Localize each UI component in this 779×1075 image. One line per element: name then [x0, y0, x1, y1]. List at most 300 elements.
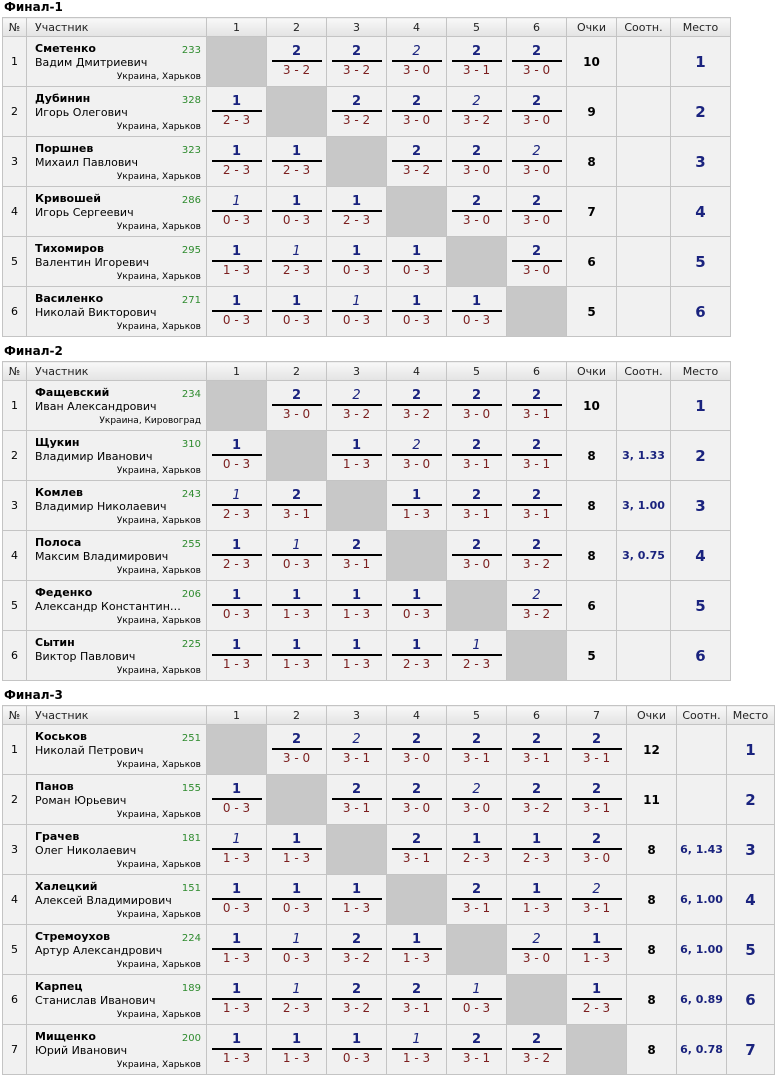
place-value: 6 — [671, 631, 731, 681]
total-points: 8 — [567, 481, 617, 531]
match-result-cell — [207, 287, 267, 337]
match-result-cell — [567, 775, 627, 825]
participant-cell[interactable] — [27, 37, 207, 87]
header-opponent-3: 3 — [327, 18, 387, 37]
group-title: Финал-3 — [4, 688, 63, 702]
table-row — [3, 975, 775, 1025]
place-value: 6 — [671, 287, 731, 337]
table-row — [3, 187, 731, 237]
match-result-cell — [207, 237, 267, 287]
match-points: 1 — [411, 638, 422, 653]
match-score: 3 - 2 — [282, 63, 311, 77]
results-table — [2, 361, 731, 681]
match-points: 1 — [351, 882, 362, 897]
match-result-cell — [327, 775, 387, 825]
total-points: 6 — [567, 237, 617, 287]
participant-cell[interactable] — [27, 531, 207, 581]
match-points: 2 — [531, 438, 542, 453]
match-points: 1 — [351, 244, 362, 259]
row-number: 2 — [3, 431, 27, 481]
header-opponent-1: 1 — [207, 18, 267, 37]
match-result-cell — [207, 1025, 267, 1075]
match-result-cell — [207, 825, 267, 875]
header-participant: Участник — [27, 362, 207, 381]
participant-cell[interactable] — [27, 87, 207, 137]
match-result-cell — [387, 775, 447, 825]
match-score: 3 - 0 — [402, 113, 431, 127]
diagonal-cell — [507, 975, 567, 1025]
match-points: 2 — [531, 732, 542, 747]
match-result-cell — [327, 875, 387, 925]
match-score: 1 - 3 — [282, 1051, 311, 1065]
match-score: 3 - 2 — [402, 163, 431, 177]
diagonal-cell — [327, 481, 387, 531]
diagonal-cell — [447, 581, 507, 631]
player-surname[interactable]: Комлев — [35, 486, 84, 499]
participant-cell[interactable] — [27, 775, 207, 825]
match-points: 1 — [292, 244, 301, 259]
match-result-cell — [447, 431, 507, 481]
match-result-cell — [387, 381, 447, 431]
player-first-name: Николай Викторович — [35, 306, 157, 319]
match-points: 1 — [231, 244, 242, 259]
match-points: 2 — [471, 882, 482, 897]
match-score: 3 - 2 — [522, 1051, 551, 1065]
match-score: 3 - 2 — [342, 407, 371, 421]
player-city: Украина, Харьков — [116, 1010, 201, 1020]
row-number: 1 — [3, 725, 27, 775]
match-score: 0 - 3 — [222, 213, 251, 227]
player-first-name: Иван Александрович — [35, 400, 157, 413]
header-opponent-5: 5 — [447, 18, 507, 37]
player-surname[interactable]: Мищенко — [35, 1030, 96, 1043]
player-first-name: Игорь Олегович — [35, 106, 128, 119]
match-score: 3 - 0 — [522, 213, 551, 227]
match-result-cell — [267, 581, 327, 631]
diagonal-cell — [387, 875, 447, 925]
diagonal-cell — [207, 37, 267, 87]
match-points: 2 — [531, 44, 542, 59]
player-surname[interactable]: Сметенко — [35, 42, 96, 55]
match-points: 2 — [532, 932, 541, 947]
player-surname[interactable]: Халецкий — [35, 880, 98, 893]
match-result-cell — [387, 137, 447, 187]
match-points: 2 — [411, 732, 422, 747]
match-score: 1 - 3 — [222, 851, 251, 865]
player-surname[interactable]: Дубинин — [35, 92, 91, 105]
player-surname[interactable]: Коськов — [35, 730, 88, 743]
player-surname[interactable]: Тихомиров — [35, 242, 104, 255]
player-surname[interactable]: Кривошей — [35, 192, 101, 205]
player-city: Украина, Харьков — [116, 222, 201, 232]
match-score: 3 - 1 — [522, 507, 551, 521]
match-result-cell — [447, 875, 507, 925]
match-points: 2 — [472, 782, 481, 797]
match-result-cell — [267, 481, 327, 531]
place-value: 5 — [671, 237, 731, 287]
participant-cell[interactable] — [27, 287, 207, 337]
match-points: 2 — [531, 94, 542, 109]
match-score: 3 - 0 — [462, 557, 491, 571]
match-score: 3 - 1 — [462, 457, 491, 471]
ratio-value: 6, 1.43 — [677, 825, 727, 875]
match-result-cell — [447, 631, 507, 681]
player-rating: 310 — [181, 439, 201, 450]
header-opponent-4: 4 — [387, 18, 447, 37]
player-city: Украина, Харьков — [116, 910, 201, 920]
match-result-cell — [387, 725, 447, 775]
total-points: 12 — [627, 725, 677, 775]
match-points: 1 — [291, 294, 302, 309]
row-number: 6 — [3, 631, 27, 681]
match-score: 2 - 3 — [462, 851, 491, 865]
header-no: № — [3, 362, 27, 381]
player-first-name: Михаил Павлович — [35, 156, 138, 169]
player-rating: 243 — [181, 489, 201, 500]
player-surname[interactable]: Фащевский — [35, 386, 110, 399]
match-points: 1 — [411, 244, 422, 259]
player-city: Украина, Харьков — [116, 616, 201, 626]
header-opponent-4: 4 — [387, 362, 447, 381]
ratio-value: 3, 1.33 — [617, 431, 671, 481]
participant-cell[interactable] — [27, 875, 207, 925]
match-result-cell — [387, 581, 447, 631]
match-score: 3 - 0 — [582, 851, 611, 865]
match-score: 1 - 3 — [342, 457, 371, 471]
header-points: Очки — [567, 18, 617, 37]
match-points: 2 — [351, 538, 362, 553]
match-result-cell — [267, 187, 327, 237]
match-score: 3 - 2 — [342, 951, 371, 965]
match-result-cell — [267, 825, 327, 875]
header-points: Очки — [627, 706, 677, 725]
match-score: 1 - 3 — [582, 951, 611, 965]
match-score: 3 - 2 — [342, 1001, 371, 1015]
match-points: 2 — [532, 588, 541, 603]
player-city: Украина, Харьков — [116, 272, 201, 282]
match-points: 2 — [411, 782, 422, 797]
match-points: 1 — [231, 588, 242, 603]
match-points: 2 — [471, 538, 482, 553]
player-city: Украина, Харьков — [116, 760, 201, 770]
match-score: 2 - 3 — [522, 851, 551, 865]
match-result-cell — [207, 481, 267, 531]
match-points: 1 — [231, 982, 242, 997]
player-surname[interactable]: Стремоухов — [35, 930, 111, 943]
header-participant: Участник — [27, 706, 207, 725]
player-rating: 206 — [181, 589, 201, 600]
match-points: 1 — [232, 488, 241, 503]
group-final-1 — [0, 0, 731, 337]
player-first-name: Николай Петрович — [35, 744, 144, 757]
table-row — [3, 381, 731, 431]
match-result-cell — [507, 237, 567, 287]
table-row — [3, 825, 775, 875]
diagonal-cell — [267, 775, 327, 825]
match-score: 2 - 3 — [462, 657, 491, 671]
participant-cell[interactable] — [27, 381, 207, 431]
match-points: 1 — [411, 588, 422, 603]
participant-cell[interactable] — [27, 481, 207, 531]
match-points: 1 — [291, 144, 302, 159]
match-result-cell — [267, 1025, 327, 1075]
ratio-value: 6, 1.00 — [677, 925, 727, 975]
match-score: 1 - 3 — [222, 263, 251, 277]
header-opponent-4: 4 — [387, 706, 447, 725]
match-points: 2 — [471, 388, 482, 403]
row-number: 4 — [3, 875, 27, 925]
ratio-value: 3, 0.75 — [617, 531, 671, 581]
ratio-value — [617, 37, 671, 87]
match-points: 1 — [411, 488, 422, 503]
match-points: 2 — [471, 44, 482, 59]
match-score: 3 - 0 — [522, 63, 551, 77]
match-result-cell — [327, 1025, 387, 1075]
match-points: 1 — [472, 982, 481, 997]
match-score: 0 - 3 — [402, 607, 431, 621]
match-points: 2 — [531, 488, 542, 503]
participant-cell[interactable] — [27, 725, 207, 775]
table-row — [3, 137, 731, 187]
player-city: Украина, Харьков — [116, 466, 201, 476]
player-first-name: Роман Юрьевич — [35, 794, 127, 807]
participant-cell[interactable] — [27, 825, 207, 875]
header-place: Место — [671, 18, 731, 37]
header-opponent-3: 3 — [327, 706, 387, 725]
row-number: 4 — [3, 531, 27, 581]
ratio-value — [617, 237, 671, 287]
player-surname[interactable]: Василенко — [35, 292, 104, 305]
header-place: Место — [727, 706, 775, 725]
row-number: 1 — [3, 37, 27, 87]
player-surname[interactable]: Панов — [35, 780, 74, 793]
match-result-cell — [447, 287, 507, 337]
match-points: 2 — [591, 732, 602, 747]
match-result-cell — [507, 431, 567, 481]
place-value: 3 — [671, 137, 731, 187]
player-rating: 189 — [181, 983, 201, 994]
match-score: 1 - 3 — [402, 951, 431, 965]
match-score: 0 - 3 — [342, 263, 371, 277]
place-value: 2 — [671, 431, 731, 481]
match-points: 2 — [411, 832, 422, 847]
match-points: 1 — [351, 1032, 362, 1047]
place-value: 1 — [671, 381, 731, 431]
match-points: 2 — [531, 1032, 542, 1047]
diagonal-cell — [207, 725, 267, 775]
header-opponent-1: 1 — [207, 362, 267, 381]
match-points: 2 — [531, 538, 542, 553]
match-score: 2 - 3 — [582, 1001, 611, 1015]
total-points: 8 — [627, 925, 677, 975]
match-result-cell — [327, 925, 387, 975]
table-row — [3, 237, 731, 287]
match-result-cell — [207, 631, 267, 681]
match-result-cell — [327, 187, 387, 237]
match-score: 3 - 2 — [522, 557, 551, 571]
results-table — [2, 705, 775, 1075]
header-no: № — [3, 706, 27, 725]
table-row — [3, 287, 731, 337]
match-score: 1 - 3 — [402, 507, 431, 521]
match-result-cell — [207, 87, 267, 137]
match-score: 3 - 1 — [522, 407, 551, 421]
match-score: 3 - 1 — [522, 751, 551, 765]
player-surname[interactable]: Сытин — [35, 636, 75, 649]
match-score: 3 - 1 — [522, 457, 551, 471]
match-result-cell — [267, 925, 327, 975]
match-result-cell — [567, 925, 627, 975]
player-surname[interactable]: Феденко — [35, 586, 93, 599]
total-points: 8 — [627, 975, 677, 1025]
player-city: Украина, Харьков — [116, 1060, 201, 1070]
match-points: 2 — [351, 782, 362, 797]
header-opponent-7: 7 — [567, 706, 627, 725]
player-city: Украина, Харьков — [116, 666, 201, 676]
player-rating: 181 — [181, 833, 201, 844]
participant-cell[interactable] — [27, 925, 207, 975]
table-row — [3, 925, 775, 975]
match-result-cell — [207, 431, 267, 481]
ratio-value — [617, 87, 671, 137]
match-result-cell — [507, 875, 567, 925]
match-score: 3 - 0 — [462, 801, 491, 815]
match-points: 1 — [411, 294, 422, 309]
player-rating: 328 — [181, 95, 201, 106]
place-value: 2 — [727, 775, 775, 825]
match-result-cell — [387, 631, 447, 681]
match-score: 1 - 3 — [282, 851, 311, 865]
row-number: 2 — [3, 775, 27, 825]
participant-cell[interactable] — [27, 187, 207, 237]
match-score: 3 - 2 — [522, 801, 551, 815]
match-result-cell — [447, 37, 507, 87]
total-points: 5 — [567, 631, 617, 681]
participant-cell[interactable] — [27, 237, 207, 287]
ratio-value — [677, 725, 727, 775]
match-score: 3 - 1 — [582, 801, 611, 815]
player-surname[interactable]: Карпец — [35, 980, 83, 993]
match-result-cell — [447, 87, 507, 137]
player-surname[interactable]: Грачев — [35, 830, 80, 843]
diagonal-cell — [567, 1025, 627, 1075]
player-surname[interactable]: Поршнев — [35, 142, 94, 155]
match-points: 1 — [531, 882, 542, 897]
match-score: 0 - 3 — [222, 901, 251, 915]
match-result-cell — [507, 381, 567, 431]
match-score: 3 - 2 — [402, 407, 431, 421]
participant-cell[interactable] — [27, 581, 207, 631]
participant-cell[interactable] — [27, 1025, 207, 1075]
match-points: 2 — [471, 194, 482, 209]
player-first-name: Владимир Иванович — [35, 450, 153, 463]
match-score: 1 - 3 — [342, 657, 371, 671]
place-value: 1 — [671, 37, 731, 87]
participant-cell[interactable] — [27, 975, 207, 1025]
match-result-cell — [447, 187, 507, 237]
match-score: 2 - 3 — [222, 113, 251, 127]
player-first-name: Вадим Дмитриевич — [35, 56, 148, 69]
diagonal-cell — [327, 825, 387, 875]
match-points: 2 — [291, 44, 302, 59]
match-result-cell — [327, 237, 387, 287]
player-first-name: Владимир Николаевич — [35, 500, 167, 513]
header-row — [3, 706, 775, 725]
player-first-name: Александр Константин… — [35, 600, 181, 613]
match-points: 1 — [411, 932, 422, 947]
match-score: 1 - 3 — [402, 1051, 431, 1065]
match-score: 3 - 0 — [402, 751, 431, 765]
match-score: 3 - 1 — [402, 1001, 431, 1015]
player-first-name: Юрий Иванович — [35, 1044, 128, 1057]
total-points: 8 — [567, 431, 617, 481]
match-result-cell — [447, 381, 507, 431]
table-row — [3, 581, 731, 631]
participant-cell[interactable] — [27, 431, 207, 481]
player-rating: 151 — [181, 883, 201, 894]
player-city: Украина, Харьков — [116, 860, 201, 870]
ratio-value — [617, 581, 671, 631]
match-points: 2 — [411, 94, 422, 109]
match-points: 1 — [472, 638, 481, 653]
match-score: 3 - 1 — [582, 751, 611, 765]
header-opponent-6: 6 — [507, 18, 567, 37]
match-result-cell — [327, 431, 387, 481]
match-points: 1 — [292, 982, 301, 997]
match-score: 3 - 0 — [282, 751, 311, 765]
match-result-cell — [387, 975, 447, 1025]
table-row — [3, 775, 775, 825]
ratio-value: 6, 0.89 — [677, 975, 727, 1025]
match-points: 1 — [351, 638, 362, 653]
match-score: 3 - 0 — [402, 801, 431, 815]
match-result-cell — [267, 37, 327, 87]
place-value: 1 — [727, 725, 775, 775]
participant-cell[interactable] — [27, 137, 207, 187]
match-score: 1 - 3 — [222, 1001, 251, 1015]
header-opponent-2: 2 — [267, 18, 327, 37]
row-number: 6 — [3, 975, 27, 1025]
match-result-cell — [507, 531, 567, 581]
match-score: 3 - 0 — [402, 457, 431, 471]
match-points: 1 — [231, 144, 242, 159]
match-score: 0 - 3 — [282, 213, 311, 227]
player-surname[interactable]: Щукин — [35, 436, 80, 449]
match-result-cell — [327, 381, 387, 431]
match-result-cell — [387, 37, 447, 87]
match-points: 1 — [231, 294, 242, 309]
player-city: Украина, Кировоград — [99, 416, 201, 426]
match-score: 3 - 1 — [402, 851, 431, 865]
table-row — [3, 1025, 775, 1075]
table-row — [3, 431, 731, 481]
match-score: 3 - 1 — [342, 801, 371, 815]
row-number: 2 — [3, 87, 27, 137]
match-score: 3 - 1 — [342, 751, 371, 765]
player-surname[interactable]: Полоса — [35, 536, 82, 549]
match-points: 1 — [291, 194, 302, 209]
match-points: 2 — [351, 94, 362, 109]
match-score: 0 - 3 — [282, 313, 311, 327]
match-points: 2 — [291, 732, 302, 747]
match-result-cell — [267, 975, 327, 1025]
player-city: Украина, Харьков — [116, 172, 201, 182]
match-points: 1 — [231, 94, 242, 109]
header-participant: Участник — [27, 18, 207, 37]
match-score: 0 - 3 — [282, 901, 311, 915]
participant-cell[interactable] — [27, 631, 207, 681]
total-points: 7 — [567, 187, 617, 237]
